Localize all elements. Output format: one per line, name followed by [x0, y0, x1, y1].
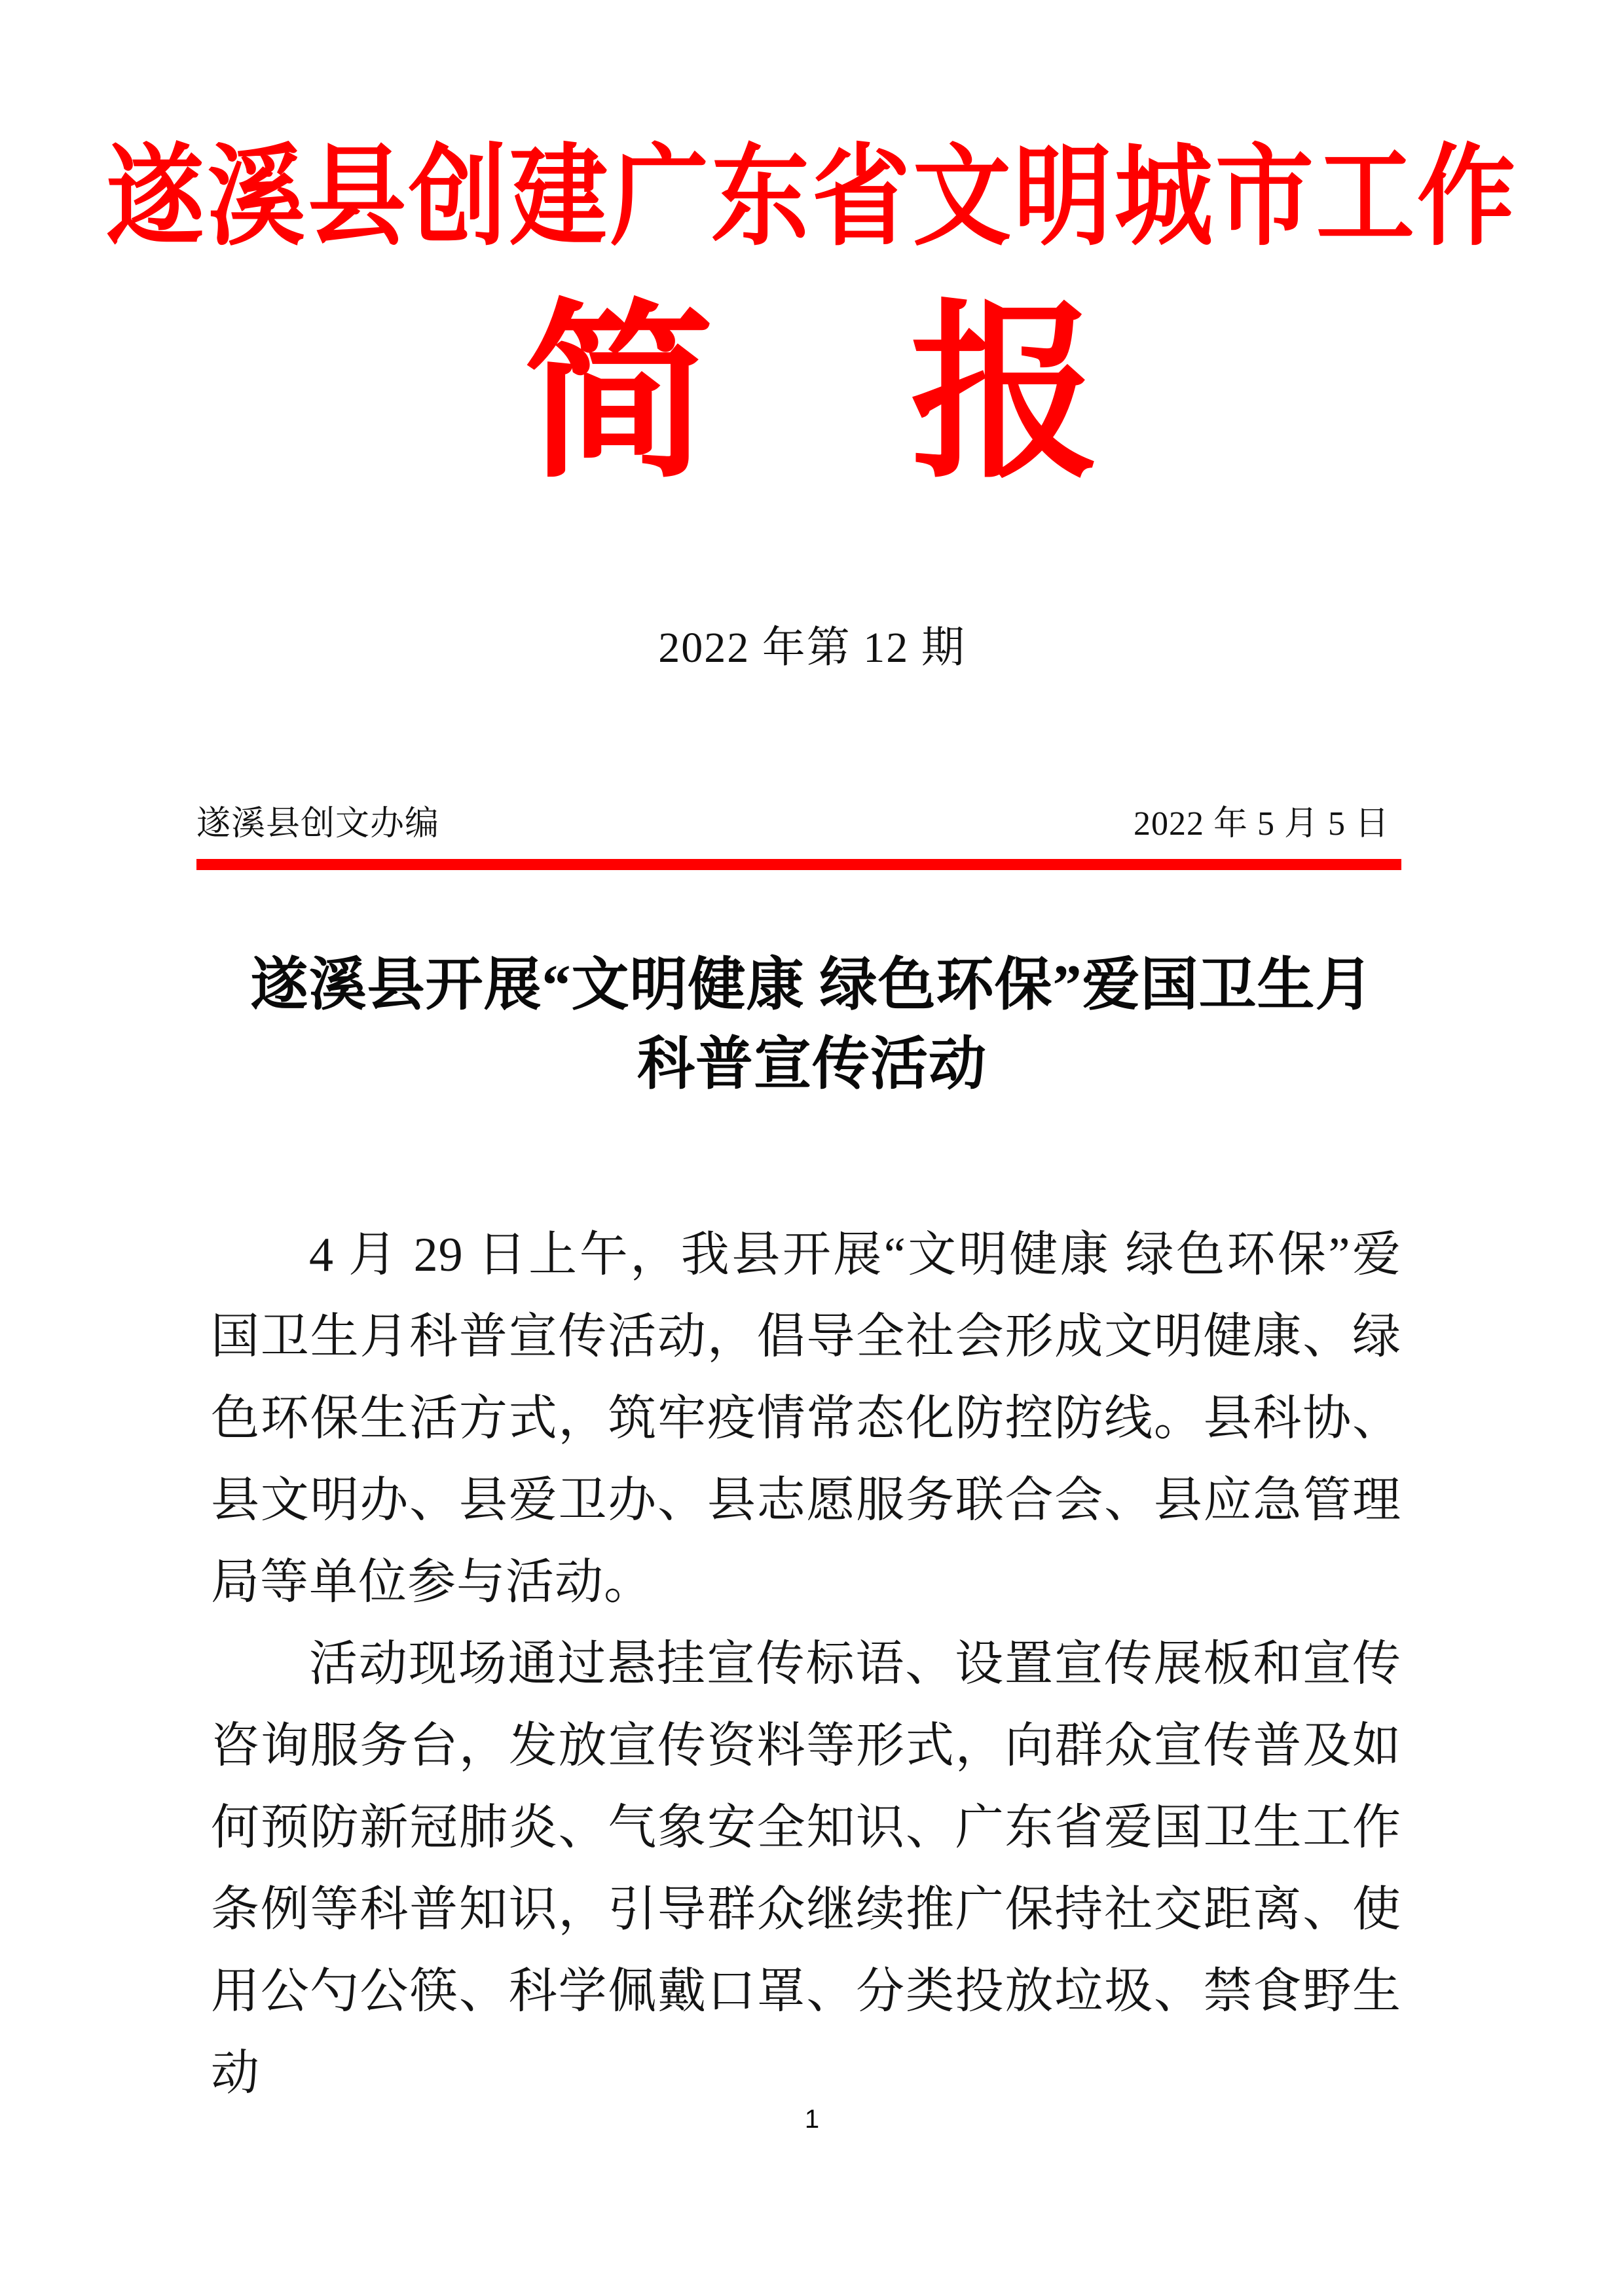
red-divider-rule — [196, 859, 1401, 870]
article-headline — [203, 946, 1421, 1105]
publication-name — [0, 283, 1624, 504]
publication-name-char-2: 报 — [910, 283, 1100, 504]
masthead — [0, 133, 1624, 261]
article-headline-line-2: 科普宣传活动 — [637, 1033, 987, 1097]
article-body — [211, 1214, 1401, 2115]
masthead-organization-title: 遂溪县创建广东省文明城市工作 — [105, 133, 1518, 261]
page-number: 1 — [804, 2105, 820, 2134]
issue-line: 2022 年第 12 期 — [658, 624, 966, 672]
imprint-editor: 遂溪县创文办编 — [196, 805, 440, 843]
publication-name-char-1: 简 — [524, 283, 714, 504]
article-paragraph: 活动现场通过悬挂宣传标语、设置宣传展板和宣传咨询服务台，发放宣传资料等形式，向群众宣传普及如何预防新冠肺炎、气象安全知识、广东省爱国卫生工作条例等科普知识，引导群众继续推广保持社交距离、使用公勺公筷、科学佩戴口罩、分类投放垃圾、禁食野生动 — [211, 1637, 1401, 2100]
imprint-date: 2022 年 5 月 5 日 — [1133, 805, 1390, 843]
article-headline-line-1: 遂溪县开展“文明健康 绿色环保”爱国卫生月 — [250, 954, 1374, 1017]
imprint-row — [196, 795, 1401, 845]
article-paragraph: 4 月 29 日上午，我县开展“文明健康 绿色环保”爱国卫生月科普宣传活动，倡导全社会形成文明健康、绿色环保生活方式，筑牢疫情常态化防控防线。县科协、县文明办、县爱卫办、县志愿服务联合会、县应急管理局等单位参与活动。 — [211, 1228, 1401, 1609]
